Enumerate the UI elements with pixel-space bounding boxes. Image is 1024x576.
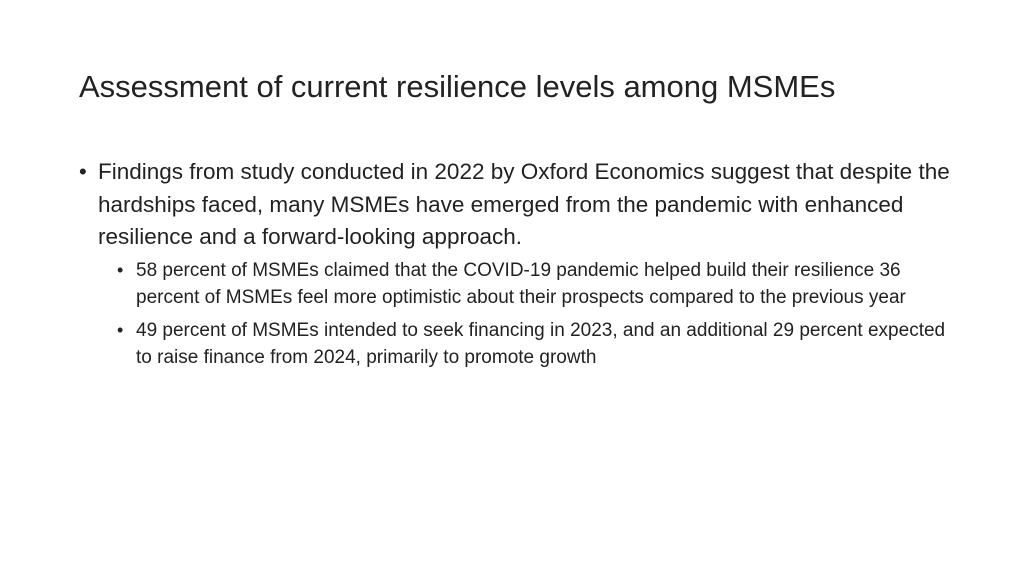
bullet-item [79, 156, 959, 372]
sub-bullet-item [117, 257, 959, 312]
sub-bullet-icon: • [117, 259, 124, 280]
sub-bullet-icon: • [117, 319, 124, 340]
bullet-list [79, 156, 959, 377]
sub-bullet-list [98, 257, 959, 372]
sub-bullet-text: 58 percent of MSMEs claimed that the COVID-19 pandemic helped build their resilience 36 percent of MSMEs feel more optimistic about their prospects compared to the previous year [136, 259, 906, 308]
bullet-text: Findings from study conducted in 2022 by Oxford Economics suggest that despite the hardships faced, many MSMEs have emerged from the pandemic with enhanced resilience and a forward-looking approach. [98, 159, 950, 249]
sub-bullet-text: 49 percent of MSMEs intended to seek financing in 2023, and an additional 29 percent expected to raise finance from 2024, primarily to promote growth [136, 319, 946, 368]
slide-title: Assessment of current resilience levels among MSMEs [79, 69, 836, 104]
sub-bullet-item [117, 317, 959, 372]
bullet-icon: • [79, 159, 87, 184]
